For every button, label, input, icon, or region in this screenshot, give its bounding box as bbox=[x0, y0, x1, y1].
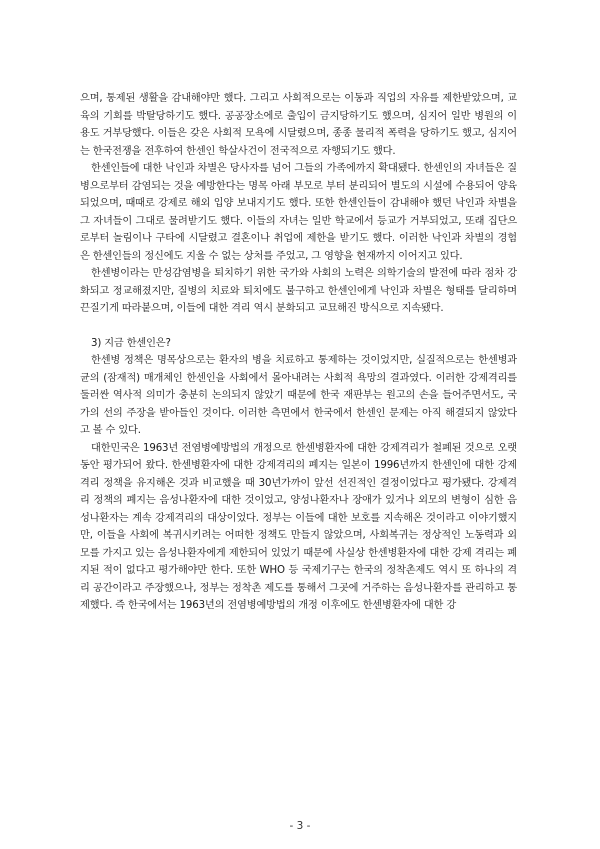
body-paragraph-3: 한센병이라는 만성감염병을 퇴치하기 위한 국가와 사회의 노력은 의학기술의 발전에 따라 점차 강화되고 정교해졌지만, 질병의 치료와 퇴치에도 불구하고 한센인에게 낙인과 차별은 형태를 달리하며 끈질기게 따라붙으며, 이들에 대한 격리 역시 분화되고 교묘해진 방식으로 지속됐다. bbox=[80, 268, 517, 314]
section-heading: 3) 지금 한센인은? bbox=[91, 337, 171, 349]
section-paragraph-2: 대한민국은 1963년 전염병예방법의 개정으로 한센병환자에 대한 강제격리가 철폐된 것으로 오랫동안 평가되어 왔다. 한센병환자에 대한 강제격리의 폐지는 일본이 1996년까지 한센인에 대한 강제격리 정책을 유지해온 것과 비교했을 때 30년가까이 앞선 선진적인 결정이었다고 평가됐다. 강제격리 정책의 폐지는 음성나환자에 대한 것이었고, 양성나환자나 장애가 있거나 외모의 변형이 심한 음성나환자는 계속 강제격리의 대상이었다. 정부는 이들에 대한 보호를 지속해온 것이라고 이야기했지만, 이들을 사회에 복귀시키려는 어떠한 정책도 만들지 않았으며, 사회복귀는 정상적인 노동력과 외모를 가지고 있는 음성나환자에게 제한되어 있었기 때문에 사실상 한센병환자에 대한 강제 격리는 폐지된 적이 없다고 평가해야만 한다. 또한 WHO 등 국제기구는 한국의 정착촌제도 역시 또 하나의 격리 공간이라고 주장했으나, 정부는 정착촌 제도를 통해서 그곳에 거주하는 음성나환자를 관리하고 통제했다. 즉 한국에서는 1963년의 전염병예방법의 개정 이후에도 한센병환자에 대한 강 bbox=[80, 442, 517, 611]
document-page bbox=[80, 90, 517, 615]
page-number: - 3 - bbox=[289, 820, 311, 832]
body-paragraph-2: 한센인들에 대한 낙인과 차별은 당사자를 넘어 그들의 가족에까지 확대됐다. 한센인의 자녀들은 질병으로부터 감염되는 것을 예방한다는 명목 아래 부모로 부터 분리되어 별도의 시설에 수용되어 양육되었으며, 때때로 강제로 해외 입양 보내지기도 했다. 또한 한센인들이 감내해야 했던 낙인과 차별을 그 자녀들이 그대로 물려받기도 했다. 이들의 자녀는 일반 학교에서 등교가 거부되었고, 또래 집단으로부터 놀림이나 구타에 시달렸고 결혼이나 취업에 제한을 받기도 했다. 이러한 낙인과 차별의 경험은 한센인들의 정신에도 지울 수 없는 상처를 주었고, 그 영향을 현재까지 이어지고 있다. bbox=[80, 163, 517, 262]
section-paragraph-1: 한센병 정책은 명목상으로는 환자의 병을 치료하고 통제하는 것이었지만, 실질적으로는 한센병과 균의 (잠재적) 매개체인 한센인을 사회에서 몰아내려는 사회적 욕망의 결과였다. 이러한 강제격리를 둘러싼 역사적 의미가 충분히 논의되지 않았기 때문에 한국 재판부는 원고의 손을 들어주면서도, 국가의 선의 주장을 받아들인 것이다. 이러한 측면에서 한국에서 한센인 문제는 아직 해결되지 않았다고 볼 수 있다. bbox=[80, 355, 517, 436]
body-paragraph-1: 으며, 통제된 생활을 감내해야만 했다. 그리고 사회적으로는 이동과 직업의 자유를 제한받았으며, 교육의 기회를 박탈당하기도 했다. 공공장소에로 출입이 금지당하기도 했으며, 심지어 일반 병원의 이용도 거부당했다. 이들은 갖은 사회적 모욕에 시달렸으며, 종종 물리적 폭력을 당하기도 했고, 심지어는 한국전쟁을 전후하여 한센인 학살사건이 전국적으로 자행되기도 했다. bbox=[80, 93, 517, 157]
